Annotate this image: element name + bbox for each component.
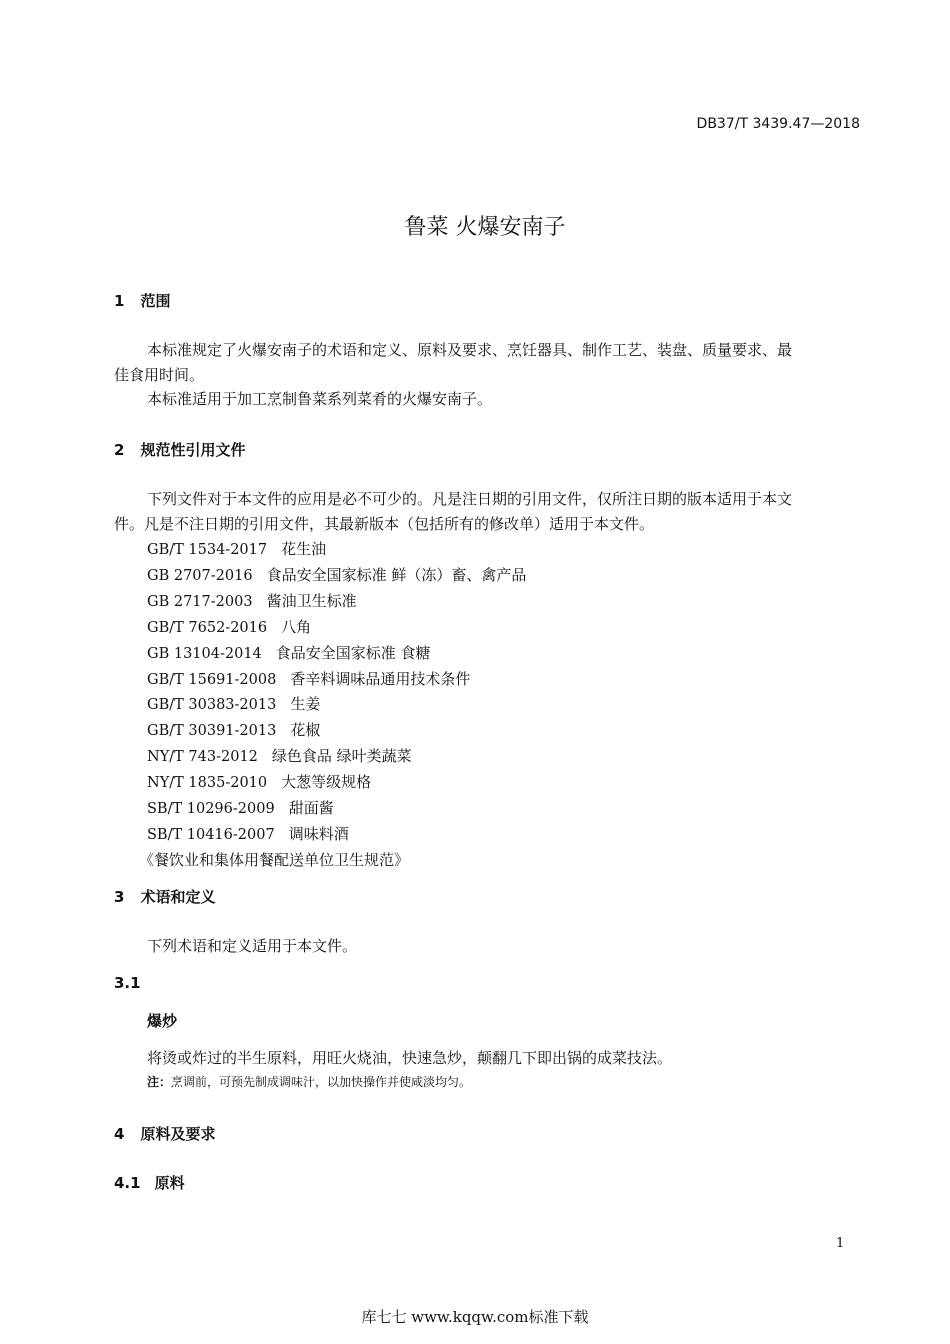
section-1-heading <box>114 290 170 311</box>
reference-code: GB/T 7652-2016 <box>147 619 268 636</box>
reference-code: NY/T 743-2012 <box>147 749 258 766</box>
subsection-4-1-heading <box>114 1172 185 1193</box>
section-number: 2 <box>114 441 125 459</box>
reference-item <box>147 563 526 589</box>
section-3-heading <box>114 886 215 907</box>
definition: 将烫或炸过的半生原料，用旺火烧油，快速急炒，颠翻几下即出锅的成菜技法。 <box>147 1049 673 1067</box>
reference-item <box>147 667 526 693</box>
reference-code: SB/T 10296-2009 <box>147 801 275 818</box>
paragraph: 本标准规定了火爆安南子的术语和定义、原料及要求、烹饪器具、制作工艺、装盘、质量要求、最 <box>147 341 793 359</box>
reference-title: 大葱等级规格 <box>281 773 372 792</box>
section-4-heading <box>114 1123 215 1144</box>
paragraph: 本标准适用于加工烹制鲁菜系列菜肴的火爆安南子。 <box>147 390 493 408</box>
page-number: 1 <box>836 1236 845 1251</box>
reference-code: NY/T 1835-2010 <box>147 775 268 792</box>
standard-number: DB37/T 3439.47—2018 <box>696 116 860 132</box>
subsection-number: 4.1 <box>114 1174 141 1192</box>
reference-code: GB 2717-2003 <box>147 593 253 610</box>
reference-title: 香辛料调味品通用技术条件 <box>290 669 471 688</box>
reference-code: GB 2707-2016 <box>147 567 253 584</box>
reference-item <box>147 796 526 822</box>
reference-title: 食品安全国家标准 食糖 <box>275 643 431 662</box>
paragraph: 下列术语和定义适用于本文件。 <box>147 937 358 955</box>
reference-code: SB/T 10416-2007 <box>147 826 275 843</box>
note-text: 烹调前，可预先制成调味汁，以加快操作并使咸淡均匀。 <box>171 1075 472 1089</box>
term: 爆炒 <box>147 1012 178 1030</box>
section-title: 术语和定义 <box>140 888 216 906</box>
reference-item <box>147 718 526 744</box>
section-number: 1 <box>114 292 125 310</box>
reference-item <box>147 770 526 796</box>
reference-item <box>147 692 526 718</box>
reference-title: 调味料酒 <box>288 824 349 843</box>
reference-title: 绿色食品 绿叶类蔬菜 <box>271 747 412 766</box>
reference-item <box>147 615 526 641</box>
section-title: 规范性引用文件 <box>140 441 246 459</box>
section-title: 范围 <box>140 292 171 310</box>
reference-code: GB/T 1534-2017 <box>147 542 268 558</box>
note-label: 注： <box>147 1075 172 1089</box>
reference-item <box>147 589 526 615</box>
reference-item <box>147 822 526 848</box>
subsection-number: 3.1 <box>114 974 141 992</box>
paragraph: 下列文件对于本文件的应用是必不可少的。凡是注日期的引用文件，仅所注日期的版本适用于本文 <box>147 490 793 508</box>
note <box>147 1073 471 1090</box>
reference-title: 花生油 <box>281 540 327 558</box>
reference-title: 八角 <box>281 617 312 636</box>
reference-title: 甜面酱 <box>288 799 334 818</box>
reference-item: 《餐饮业和集体用餐配送单位卫生规范》 <box>139 850 410 869</box>
page-title: 鲁菜 火爆安南子 <box>404 215 566 240</box>
reference-title: 食品安全国家标准 鲜（冻）畜、禽产品 <box>266 565 527 584</box>
reference-code: GB/T 30391-2013 <box>147 723 277 740</box>
reference-title: 生姜 <box>290 695 321 714</box>
reference-code: GB/T 15691-2008 <box>147 671 277 688</box>
section-number: 4 <box>114 1125 125 1143</box>
reference-list <box>139 537 527 873</box>
reference-title: 花椒 <box>290 721 321 740</box>
subsection-title: 原料 <box>154 1174 185 1192</box>
section-2-heading <box>114 439 245 460</box>
reference-item <box>147 641 526 667</box>
reference-title: 酱油卫生标准 <box>266 591 357 610</box>
reference-code: GB 13104-2014 <box>147 645 262 662</box>
section-number: 3 <box>114 888 125 906</box>
reference-item <box>147 537 526 563</box>
reference-code: GB/T 30383-2013 <box>147 697 277 714</box>
paragraph: 件。凡是不注日期的引用文件，其最新版本（包括所有的修改单）适用于本文件。 <box>114 515 655 533</box>
footer-watermark: 库七七 www.kqqw.com标准下载 <box>361 1308 589 1326</box>
paragraph: 佳食用时间。 <box>114 366 205 384</box>
section-title: 原料及要求 <box>140 1125 216 1143</box>
reference-item <box>147 744 526 770</box>
